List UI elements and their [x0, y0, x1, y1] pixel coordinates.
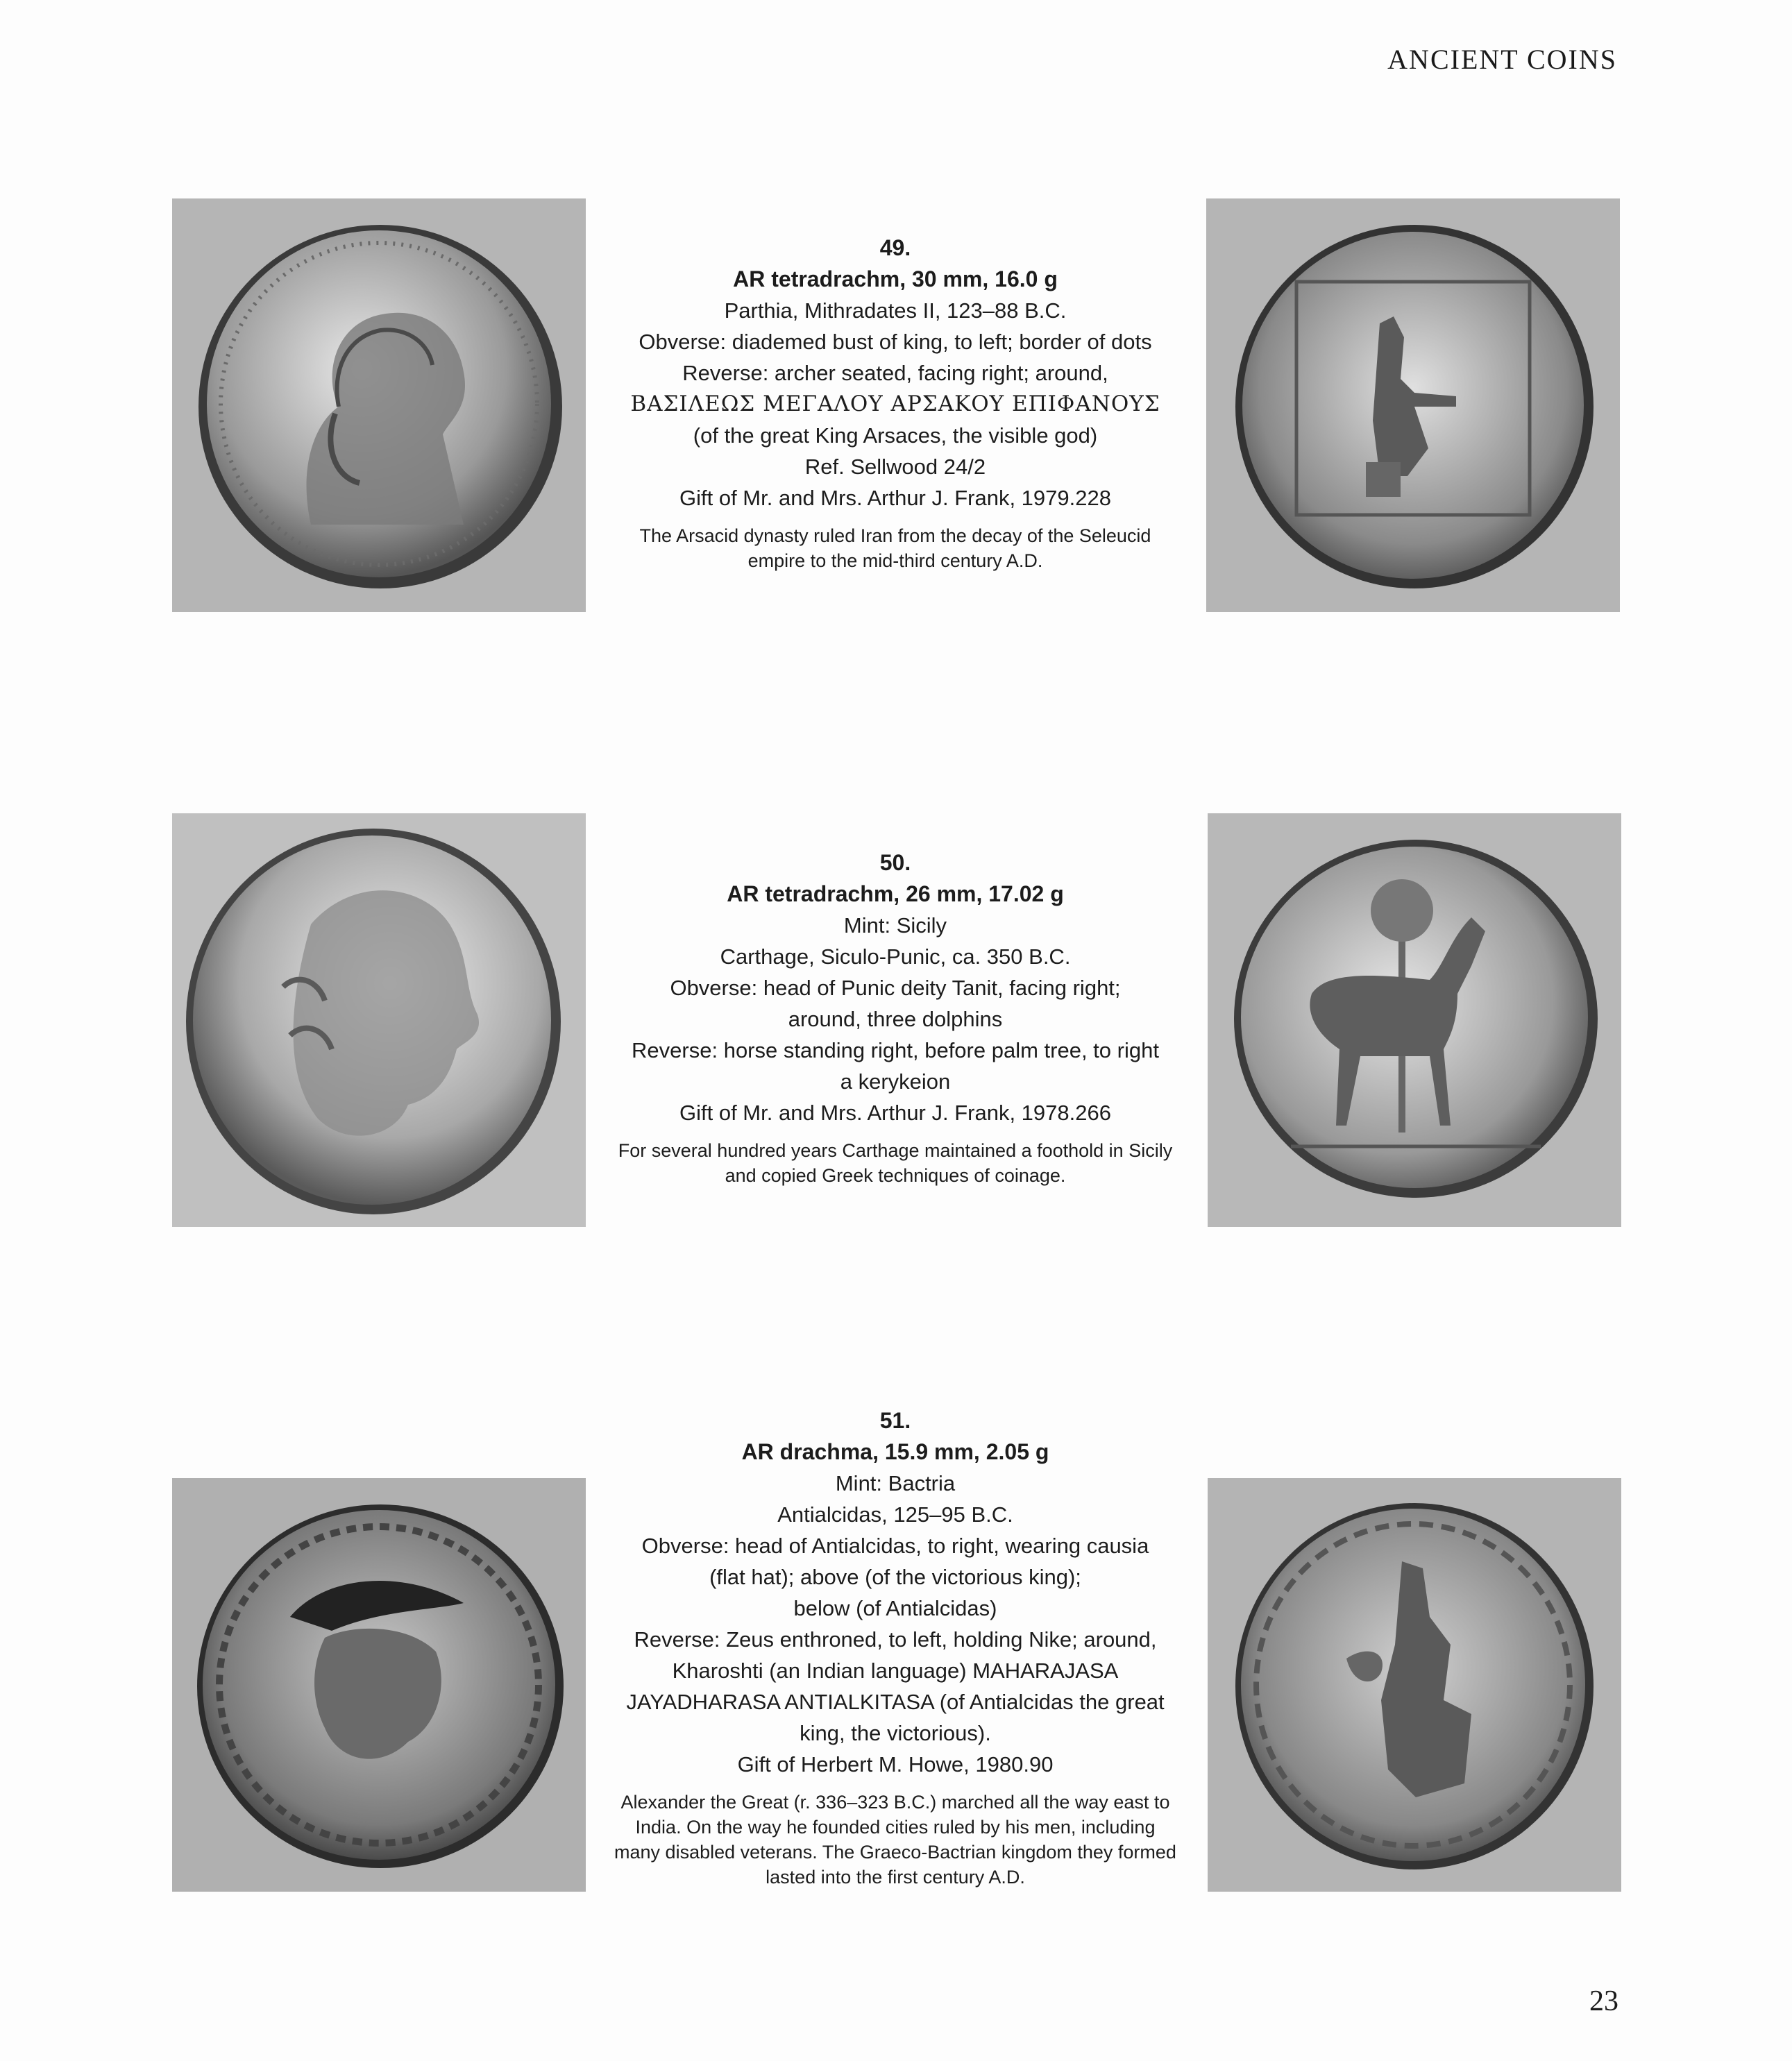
entry-line: Mint: Bactria — [835, 1471, 956, 1495]
entry-line: king, the victorious). — [800, 1721, 991, 1745]
entry-51 — [611, 1405, 1180, 1890]
coin-51-obverse-photo — [172, 1478, 586, 1892]
entry-line: Kharoshti (an Indian language) MAHARAJASA — [672, 1659, 1119, 1683]
greek-inscription: ΒΑΣΙΛΕΩΣ ΜΕΓΑΛΟΥ ΑΡΣΑΚΟΥ ΕΠΙΦΑΝΟΥΣ — [630, 391, 1160, 416]
page-number: 23 — [1589, 1985, 1618, 2017]
entry-line: Obverse: head of Antialcidas, to right, wearing causia — [641, 1534, 1149, 1558]
coin-reverse-horse-icon — [1208, 813, 1621, 1227]
entry-line: Ref. Sellwood 24/2 — [804, 455, 986, 479]
entry-number: 51. — [879, 1408, 911, 1433]
entry-title: AR drachma, 15.9 mm, 2.05 g — [741, 1439, 1049, 1464]
entry-line: Antialcidas, 125–95 B.C. — [777, 1502, 1013, 1527]
entry-50 — [611, 847, 1180, 1188]
entry-title: AR tetradrachm, 30 mm, 16.0 g — [733, 266, 1058, 291]
entry-line: Gift of Mr. and Mrs. Arthur J. Frank, 1978.266 — [679, 1101, 1111, 1125]
entry-line: Obverse: diademed bust of king, to left; border of dots — [639, 330, 1152, 354]
running-head: ANCIENT COINS — [1387, 44, 1617, 75]
coin-50-obverse-photo — [172, 813, 586, 1227]
coin-obverse-tanit-icon — [172, 813, 586, 1227]
entry-number: 49. — [879, 235, 911, 260]
entry-line: below (of Antialcidas) — [793, 1596, 997, 1620]
entry-line: Reverse: horse standing right, before palm tree, to right — [632, 1038, 1159, 1062]
entry-line: Gift of Mr. and Mrs. Arthur J. Frank, 1979.228 — [679, 486, 1111, 510]
coin-51-reverse-photo — [1208, 1478, 1621, 1892]
entry-note: Alexander the Great (r. 336–323 B.C.) marched all the way east to India. On the way he founded cities ruled by his men, including many disabled veterans. The Graeco-Bactrian kingdom they formed lasted into the first century A.D. — [614, 1792, 1176, 1888]
entry-line: Gift of Herbert M. Howe, 1980.90 — [737, 1752, 1054, 1776]
coin-49-reverse-photo — [1206, 198, 1620, 612]
coin-obverse-bust-icon — [172, 198, 586, 612]
entry-note: For several hundred years Carthage maintained a foothold in Sicily and copied Greek techniques of coinage. — [618, 1140, 1173, 1186]
coin-obverse-causia-icon — [172, 1478, 586, 1892]
entry-line: Carthage, Siculo-Punic, ca. 350 B.C. — [720, 944, 1071, 969]
entry-title: AR tetradrachm, 26 mm, 17.02 g — [727, 881, 1064, 906]
coin-50-reverse-photo — [1208, 813, 1621, 1227]
entry-line: Obverse: head of Punic deity Tanit, facing right; — [670, 976, 1121, 1000]
coin-reverse-zeus-icon — [1208, 1478, 1621, 1892]
entry-line: Reverse: Zeus enthroned, to left, holding Nike; around, — [634, 1627, 1157, 1652]
coin-reverse-archer-icon — [1206, 198, 1620, 612]
entry-line: Mint: Sicily — [843, 913, 947, 938]
entry-line: (flat hat); above (of the victorious king); — [709, 1565, 1081, 1589]
entry-line: around, three dolphins — [788, 1007, 1003, 1031]
entry-line: JAYADHARASA ANTIALKITASA (of Antialcidas the great — [626, 1690, 1165, 1714]
coin-49-obverse-photo — [172, 198, 586, 612]
entry-line: (of the great King Arsaces, the visible god) — [693, 423, 1098, 448]
entry-line: Parthia, Mithradates II, 123–88 B.C. — [724, 298, 1067, 323]
entry-line: a kerykeion — [840, 1069, 951, 1094]
entry-49 — [611, 232, 1180, 573]
entry-note: The Arsacid dynasty ruled Iran from the decay of the Seleucid empire to the mid-third century A.D. — [639, 525, 1151, 571]
entry-number: 50. — [879, 850, 911, 875]
entry-line: Reverse: archer seated, facing right; around, — [682, 361, 1108, 385]
